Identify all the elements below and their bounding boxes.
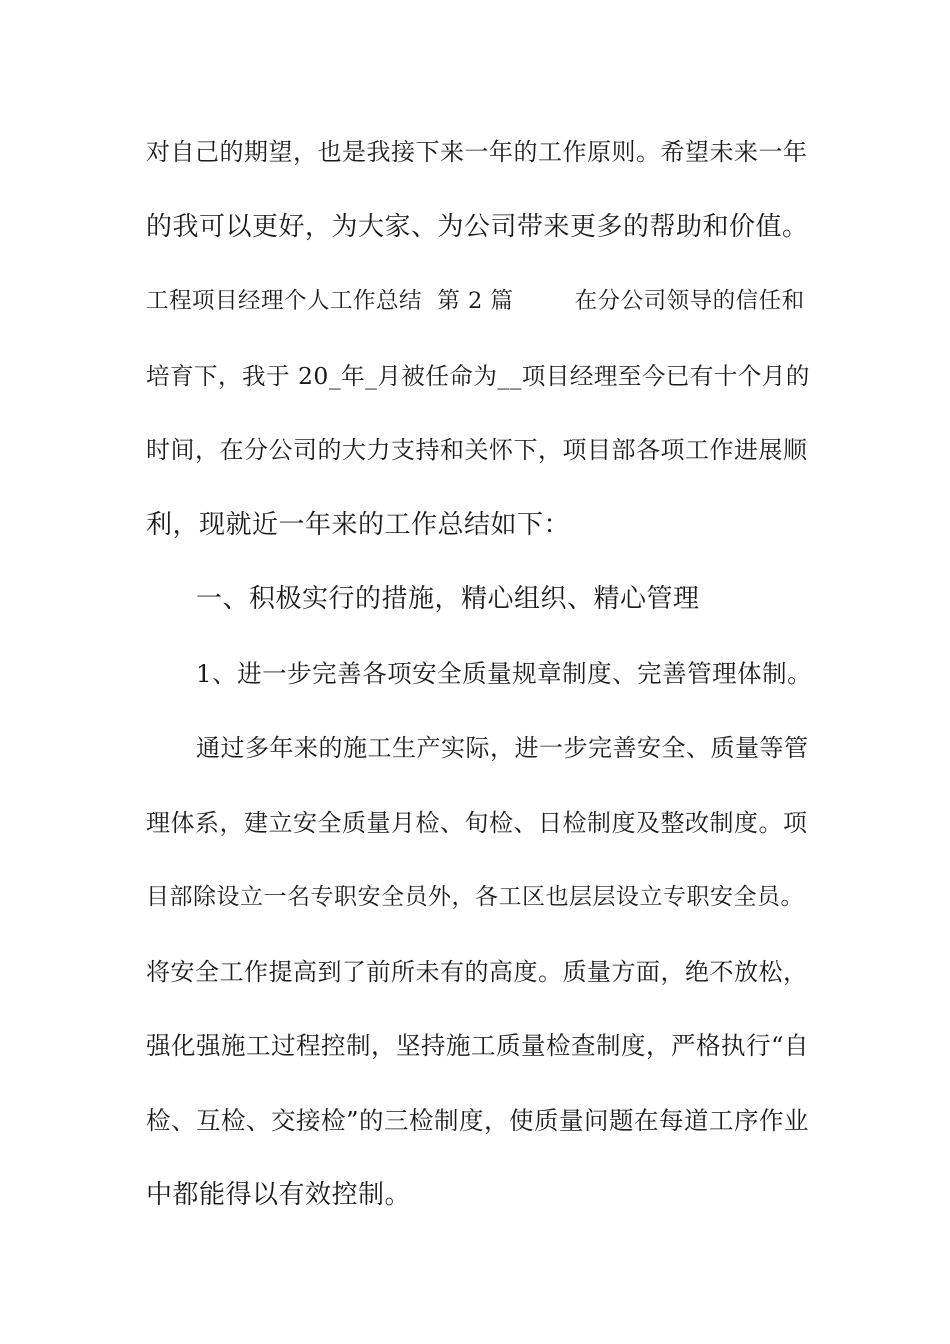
paragraph-line: 检、互检、交接检”的三检制度，使质量问题在每道工序作业 <box>146 1106 810 1135</box>
subheading-line: 1、进一步完善各项安全质量规章制度、完善管理体制。 <box>196 659 813 688</box>
heading-line: 一、积极实行的措施，精心组织、精心管理 <box>196 584 700 614</box>
paragraph-line: 时间，在分公司的大力支持和关怀下，项目部各项工作进展顺 <box>146 436 808 464</box>
paragraph-line: 目部除设立一名专职安全员外，各工区也层层设立专职安全员。 <box>146 884 804 910</box>
paragraph-line: 培育下，我于 20_年_月被任命为__项目经理至今已有十个月的 <box>146 362 810 390</box>
paragraph-line: 利，现就近一年来的工作总结如下： <box>146 510 571 540</box>
paragraph-line: 通过多年来的施工生产实际，进一步完善安全、质量等管 <box>196 734 809 762</box>
paragraph-line: 理体系，建立安全质量月检、旬检、日检制度及整改制度。项 <box>146 809 808 837</box>
paragraph-line: 将安全工作提高到了前所未有的高度。质量方面，绝不放松， <box>146 958 808 986</box>
paragraph-line: 中都能得以有效控制。 <box>146 1180 412 1210</box>
paragraph-line: 强化强施工过程控制，坚持施工质量检查制度，严格执行“自 <box>146 1031 810 1060</box>
section-title-line: 工程项目经理个人工作总结 第 2 篇 在分公司领导的信任和 <box>146 288 805 314</box>
paragraph-line: 的我可以更好，为大家、为公司带来更多的帮助和价值。 <box>146 212 809 242</box>
paragraph-line: 对自己的期望，也是我接下来一年的工作原则。希望未来一年 <box>146 138 808 166</box>
